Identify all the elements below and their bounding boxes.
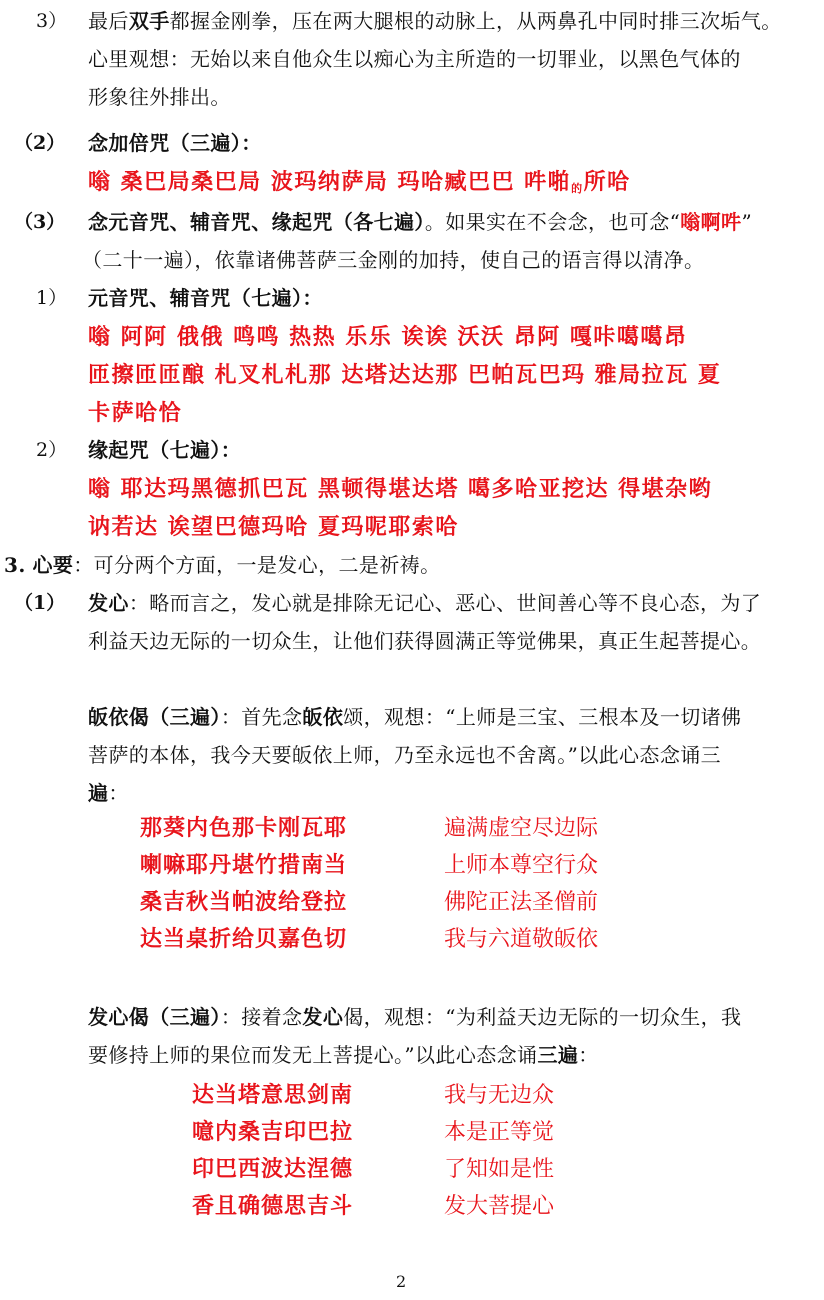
mantra-line: 嗡 耶达玛黑德抓巴瓦 黑顿得堪达塔 噶多哈亚挖达 得堪杂哟 [88, 476, 713, 502]
verse-column-right [444, 810, 598, 958]
mantra-line [88, 163, 631, 208]
section-number: （1） [14, 592, 66, 614]
text-line [88, 584, 808, 622]
mantra-line: 嗡 阿阿 俄俄 鸣鸣 热热 乐乐 诶诶 沃沃 昂阿 嘎咔噶噶昂 [88, 324, 688, 350]
section-number: 3. [4, 553, 26, 577]
verse-line: 香且确德思吉斗 [192, 1193, 354, 1219]
text-line: 形象往外排出。 [88, 85, 231, 109]
text-line: 利益天边无际的一切众生，让他们获得圆满正等觉佛果，真正生起菩提心。 [88, 629, 762, 653]
verse-line: 那葵内色那卡刚瓦耶 [140, 815, 348, 841]
verse-column-left [192, 1077, 353, 1225]
text-line [88, 998, 808, 1036]
mantra-small-text: 的 [571, 182, 584, 195]
mantra-block [88, 318, 808, 432]
mantra-block [88, 470, 808, 546]
text: 颂，观想：“上师是三宝、三根本及一切诸佛 [343, 705, 742, 729]
verse-line: 喇嘛耶丹堪竹措南当 [140, 852, 348, 878]
bold-text: 发心 [302, 1005, 344, 1029]
text: 偈，观想：“为利益天边无际的一切众生，我 [343, 1005, 742, 1029]
text-line [88, 2, 808, 40]
item-number: 3） [36, 10, 68, 32]
item-number: 1） [36, 287, 68, 309]
verse-line: 桑吉秋当帕波给登拉 [140, 889, 348, 915]
verse-line: 达当塔意思剑南 [192, 1082, 354, 1108]
bold-text: 遍 [88, 781, 109, 805]
text-line: （二十一遍），依靠诸佛菩萨三金刚的加持，使自己的语言得以清净。 [82, 248, 705, 272]
paragraph-guiyi [88, 698, 808, 812]
text: ” [741, 210, 753, 234]
heading-xinyao [4, 546, 440, 584]
bold-text: 皈依 [302, 705, 344, 729]
text: 最后 [88, 9, 129, 33]
bold-text: 心要 [32, 553, 74, 577]
verse-line: 我与六道敬皈依 [444, 927, 599, 952]
bold-text: 双手 [128, 9, 170, 33]
text: ： [578, 1043, 599, 1067]
mantra-text: 所哈 [583, 169, 631, 195]
subsection-heading: 元音咒、辅音咒（七遍）： [88, 286, 323, 310]
text: 要修持上师的果位而发无上菩提心。”以此心态念诵 [88, 1043, 538, 1067]
text-line [88, 774, 808, 812]
verse-line: 发大菩提心 [444, 1194, 555, 1219]
red-mantra-text: 嗡啊吽 [680, 210, 742, 234]
verse-line: 达当桌折给贝嘉色切 [140, 926, 348, 952]
verse-column-right [444, 1077, 554, 1225]
section-number: （2） [14, 132, 66, 154]
text: 。如果实在不会念，也可念“ [424, 210, 681, 234]
text: ：首先念 [220, 705, 303, 729]
text: ：可分两个方面，一是发心，二是祈祷。 [73, 553, 441, 577]
text: 都握金刚拳，压在两大腿根的动脉上，从两鼻孔中同时排三次垢气。 [169, 9, 782, 33]
verse-line: 遍满虚空尽边际 [444, 816, 599, 841]
mantra-text: 嗡 桑巴局桑巴局 波玛纳萨局 玛哈臧巴巴 吽啪 [88, 169, 572, 195]
verse-line: 本是正等觉 [444, 1120, 555, 1145]
verse-line: 了知如是性 [444, 1157, 555, 1182]
bold-text: 皈依偈（三遍） [88, 705, 221, 729]
text-line [88, 1036, 808, 1074]
mantra-line: 讷若达 诶望巴德玛哈 夏玛呢耶索哈 [88, 514, 459, 540]
mantra-line: 卡萨哈恰 [88, 400, 183, 426]
paragraph-faxin [88, 584, 808, 660]
verse-column-left [140, 810, 347, 958]
bold-text: 发心 [88, 591, 129, 615]
text: ：接着念 [220, 1005, 303, 1029]
text-line: 心里观想：无始以来自他众生以痴心为主所造的一切罪业，以黑色气体的 [88, 47, 741, 71]
subsection-heading: 缘起咒（七遍）： [88, 438, 242, 462]
verse-line: 印巴西波达涅德 [192, 1156, 354, 1182]
section-heading: 念加倍咒（三遍）： [88, 131, 262, 155]
text-line: 菩萨的本体，我今天要皈依上师，乃至永远也不舍离。”以此心态念诵三 [88, 743, 722, 767]
paragraph-faxinji [88, 998, 808, 1074]
section-number: （3） [14, 211, 66, 233]
bold-text: 三遍 [537, 1043, 579, 1067]
text-line [88, 203, 808, 241]
bold-text: 念元音咒、辅音咒、缘起咒（各七遍） [88, 210, 425, 234]
paragraph-section-3 [82, 203, 808, 279]
verse-line: 上师本尊空行众 [444, 853, 599, 878]
item-number: 2） [36, 439, 68, 461]
mantra-line: 匝擦匝匝酿 札叉札札那 达塔达达那 巴帕瓦巴玛 雅局拉瓦 夏 [88, 362, 722, 388]
text: ： [108, 781, 129, 805]
text: ：略而言之，发心就是排除无记心、恶心、世间善心等不良心态，为了 [128, 591, 762, 615]
verse-line: 佛陀正法圣僧前 [444, 890, 599, 915]
verse-line: 噫内桑吉印巴拉 [192, 1119, 354, 1145]
text-line [88, 698, 808, 736]
bold-text: 发心偈（三遍） [88, 1005, 221, 1029]
verse-line: 我与无边众 [444, 1083, 555, 1108]
paragraph-item-3 [88, 2, 808, 116]
page-number: 2 [396, 1272, 407, 1291]
